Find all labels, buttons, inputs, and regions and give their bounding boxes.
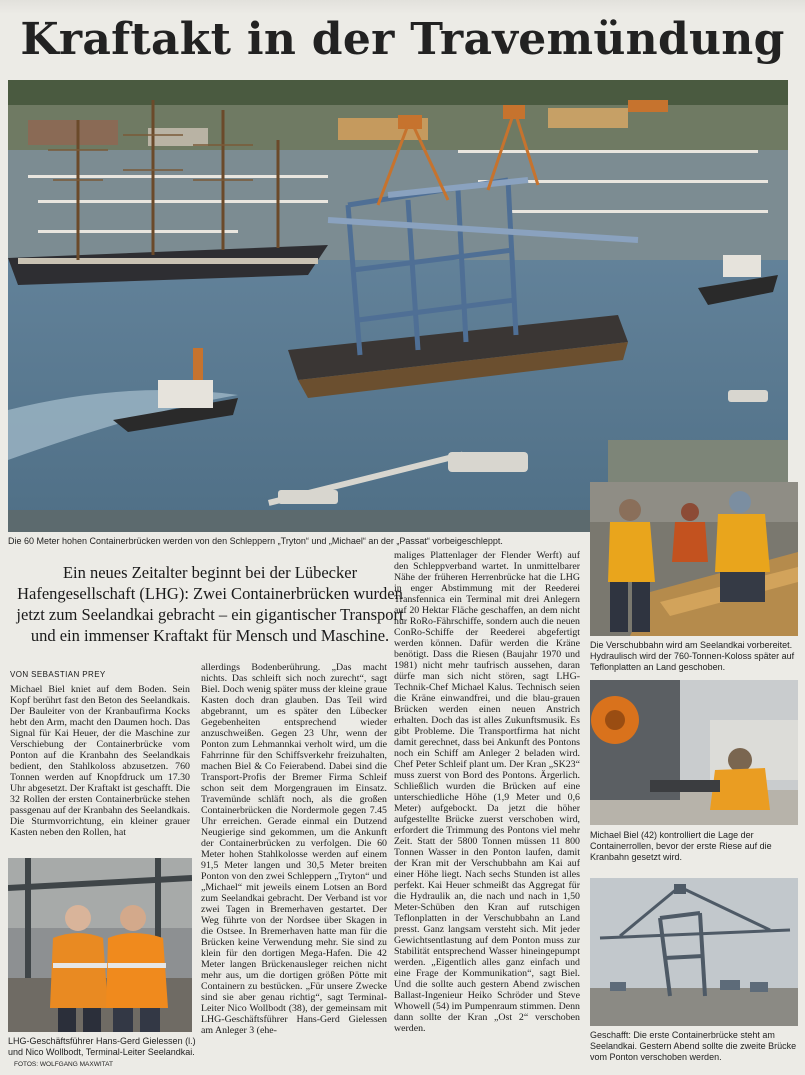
photo-managers-caption: [8, 1036, 198, 1070]
caption-text: LHG-Geschäftsführer Hans-Gerd Gielessen (l.) und Nico Wollbodt, Terminal-Leiter Seelandkai.: [8, 1036, 196, 1057]
main-photo: [8, 80, 788, 532]
photo-biel-caption: Michael Biel (42) kontrolliert die Lage der Containerrollen, bevor der erste Riese auf die Kranbahn gesetzt wird.: [590, 830, 772, 862]
photo-biel: [590, 680, 798, 825]
subheadline: Ein neues Zeitalter beginnt bei der Lübecker Hafengesellschaft (LHG): Zwei Containerbrücken wurden jetzt zum Seelandkai gebracht – ein gigantischer Transport und ein immenser Kraftakt für Mensch und Maschine.: [16, 563, 404, 645]
photo-credit: FOTOS: WOLFGANG MAXWITAT: [14, 1061, 113, 1068]
photo-crane: [590, 878, 798, 1026]
photo-workers-caption: Die Verschubbahn wird am Seelandkai vorbereitet. Hydraulisch wird der 760-Tonnen-Koloss später auf Teflonplatten an Land geschoben.: [590, 640, 795, 672]
article-column-1: Michael Biel kniet auf dem Boden. Sein Kopf berührt fast den Beton des Seelandkais. Der Bauleiter von der Kranbaufirma Kocks hebt den Arm, macht den Daumen hoch. Das Signal für Kai Heuer, der die Maschine zur Verschiebung der Containerbrücke vom Ponton auf die Kranbahn des Seelandkais bedient, den Stahlkoloss abzusetzen. 760 Tonnen werden auf Knopfdruck um 17.30 Uhr abgesetzt. Der Kraftakt ist geschafft. Die 32 Rollen der ersten Containerbrücke stehen passgenau auf der Kranbahn des Seelandkais. Die Sturmvorrichtung, ein kleiner grauer Kasten neben den Rollen, hat: [10, 684, 190, 838]
headline: Kraftakt in der Travemündung: [20, 14, 785, 65]
top-strip: [0, 0, 805, 14]
main-photo-caption: Die 60 Meter hohen Containerbrücken werden von den Schleppern „Tryton“ und „Michael“ an der „Passat“ vorbeigeschleppt.: [8, 536, 503, 546]
article-column-2: allerdings Bodenberührung. „Das macht nichts. Das schleift sich noch zurecht“, sagt Biel. Doch wenig später muss der kleine graue Kasten doch dran glauben. Das Teil wird abgebrannt, um es später den Lübecker Gegebenheiten entsprechend wieder anzuschweißen. Gegen 23 Uhr, wenn der Ponton zum Lehmannkai verholt wird, um die Fahrrinne für den Schiffsverkehr freizuhalten, machen Biel & Co Feierabend. Dabei sind die Transport-Profis der Bremer Firma Schleif schon seit dem Morgengrauen im Einsatz. Travemünde schläft noch, als die großen Containerbrücken die Nordermole gegen 7.45 Uhr erreichen. Gerade einmal ein Dutzend Neugierige sind gekommen, um die Ankunft der Containerbrücken zu verfolgen. Die 60 Meter hohen Stahlkolosse werden auf einem 91,5 Meter langen und 30,5 Meter breiten Ponton von den zwei Schleppern „Tryton“ und „Michael“ mit jeweils einem Lotsen an Bord zum Seelandkai gebracht. Der Verband ist vor zwei Tagen in Bremerhaven gestartet. Der Weg führte von der Nordsee über Skagen in die Ostsee. In Bremerhaven hatte man für die Brücken keine Verwendung mehr. Sie sind zu klein für den dortigen Mega-Hafen. Die 42 Meter langen Brückenausleger reichen nicht mehr aus, um die dortigen größen Pötte mit Containern zu bestücken. „Für unsere Zwecke sind sie aber genau richtig“, sagt Terminal-Leiter Nico Wollbodt (38), der gemeinsam mit LHG-Geschäftsführer Hans-Gerd Gielessen am Anleger 3 (ehe-: [201, 662, 387, 1036]
photo-workers: [590, 482, 798, 636]
byline: VON SEBASTIAN PREY: [10, 670, 106, 679]
photo-crane-caption: Geschafft: Die erste Containerbrücke steht am Seelandkai. Gestern Abend sollte die zweite Brücke vom Ponton verschoben werden.: [590, 1030, 797, 1062]
article-column-3: maliges Plattenlager der Flender Werft) auf den Schleppverband wartet. In unmittelbarer Nähe der früheren Herrenbrücke hat die LHG in enger Abstimmung mit der Reederei Transfennica ein Terminal mit drei Anlegern auf 20 Hektar Fläche geschaffen, an dem nicht nur RoRo-Fährschiffe, sondern auch die neuen ConRo-Schiffe der Reederei abgefertigt werden können. Dafür werden die Kräne benötigt. Dass die Riesen (Baujahr 1970 und 1981) nicht mehr taufrisch aussehen, daran dürfe man sich nicht stören, sagt LHG-Technik-Chef Michael Kalus. Technisch seien die Kräne einwandfrei, und die blau-grauen Brücken werden einen neuen Anstrich erhalten. Doch das ist alles Zukunftsmusik. Es gibt Probleme. Die Transportfirma hat nicht damit gerechnet, dass bei Ankunft des Pontons noch ein Schiff am Anleger 2 beladen wird. Chef Peter Schleif plant um. Der Kran „SK23“ muss zuerst von Bord des Pontons. Ärgerlich. Schließlich wurden die Brücken auf eine unterschiedliche Höhe (1,9 Meter und 0,6 Meter) aufgebockt. Da jetzt die höher aufgestellte Brücke zuerst verschoben wird, erfordert die Trimmung des Pontons viel mehr Zeit. Statt der 5800 Tonnen müssen 11 800 Tonnen Wasser in den Ponton laufen, damit der Kran mit der Verschubbahn am Kai auf einer Höhe liegt. Nach sechs Stunden ist alles perfekt. Kai Heuer schmeißt das Aggregat für die Hydraulik an, die nach und nach in 1,50 Meter-Schüben den Kran auf rutschigen Teflonplatten in der Verschubbahn an Land presst. Ganz langsam versteht sich. Mit jeder Gewichtsentlastung auf dem Ponton muss zur Stabilität entsprechend Wasser hineingepumpt werden. „Eigentlich alles ganz einfach und eine Frage der Kommunikation“, sagt Biel. Und die sollte auch gestern Abend zwischen Ballast-Ingenieur Heiko Schröder und Steve Whowell (54) im Pumpenraum stimmen. Denn dann sollte der Kran „Ost 2“ verschoben werden.: [394, 550, 580, 1034]
photo-managers: [8, 858, 192, 1032]
